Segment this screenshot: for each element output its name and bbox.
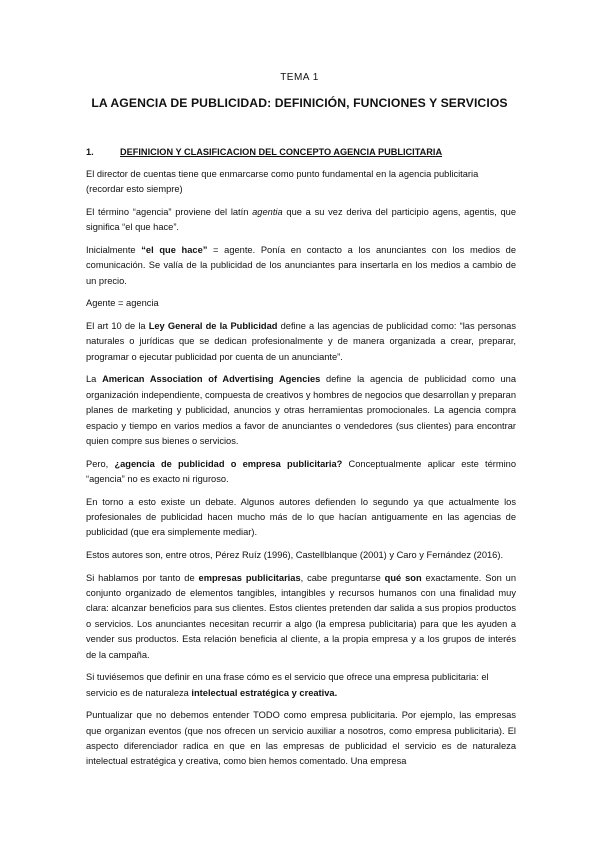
bold-term: qué son — [384, 572, 422, 583]
bold-term: “el que hace” — [141, 245, 208, 255]
paragraph-5: El art 10 de la Ley General de la Publicidad define a las agencias de publicidad como: “las personas naturales o jurídicas que se dedican profesionalmente y de manera organizada a crear, preparar, programar o ejecutar publicidad por cuenta de un anunciante”. — [86, 321, 516, 362]
paragraph-8: En torno a esto existe un debate. Algunos autores defienden lo segundo ya que actualmente los profesionales de publicidad hacen mucho más de lo que hacían antiguamente en las agencias de publicidad (que era simplemente mediar). — [86, 496, 516, 538]
paragraph-1: El director de cuentas tiene que enmarcarse como punto fundamental en la agencia publicitaria (recordar esto siempre) — [86, 169, 479, 195]
question-term: ¿agencia de publicidad o empresa publicitaria? — [114, 458, 343, 469]
paragraph-4: Agente = agencia — [86, 298, 159, 309]
bold-term: intelectual estratégica y creativa. — [191, 687, 338, 698]
latin-term: agentia — [252, 207, 283, 217]
section-title: DEFINICION Y CLASIFICACION DEL CONCEPTO AGENCIA PUBLICITARIA — [120, 147, 443, 157]
paragraph-9: Estos autores son, entre otros, Pérez Ruíz (1996), Castellblanque (2001) y Caro y Fernández (2016). — [86, 550, 504, 561]
page-title: LA AGENCIA DE PUBLICIDAD: DEFINICIÓN, FUNCIONES Y SERVICIOS — [91, 96, 508, 110]
paragraph-11: Si tuviésemos que definir en una frase cómo es el servicio que ofrece una empresa publicitaria: el servicio es de naturaleza intelectual estratégica y creativa. — [86, 672, 489, 698]
paragraph-2: El término “agencia” proviene del latín agentia que a su vez deriva del participio agens, agentis, que significa “el que hace”. — [86, 207, 516, 233]
section-heading — [86, 147, 442, 157]
law-name: Ley General de la Publicidad — [148, 321, 278, 331]
document-body — [86, 167, 516, 777]
paragraph-10: Si hablamos por tanto de empresas publicitarias, cabe preguntarse qué son exactamente. Son un conjunto organizado de elementos tangibles, intangibles y recursos humanos con una finalidad muy clara: alcanzar beneficios para sus clientes. Estos clientes pretenden dar salida a sus propios productos o servicios. Los anunciantes necesitan recurrir a algo (la empresa publicitaria) para que les ayuden a vender sus productos. Esta relación beneficia al cliente, a la propia empresa y a los grupos de interés de la campaña. — [86, 572, 517, 660]
section-number: 1. — [86, 147, 94, 157]
paragraph-7: Pero, ¿agencia de publicidad o empresa publicitaria? Conceptualmente aplicar este término “agencia” no es exacto ni riguroso. — [86, 458, 516, 485]
paragraph-12: Puntualizar que no debemos entender TODO como empresa publicitaria. Por ejemplo, las empresas que organizan eventos (que nos ofrecen un servicio auxiliar a nosotros, como empresa publicitaria). El aspecto diferenciador radica en que en las empresas de publicidad el servicio es de naturaleza intelectual estratégica y creativa, como bien hemos comentado. Una empresa — [86, 710, 516, 767]
paragraph-3: Inicialmente “el que hace” = agente. Ponía en contacto a los anunciantes con los medios de comunicación. Se valía de la publicidad de los anunciantes para insertarla en los medios a cambio de un precio. — [86, 245, 516, 286]
paragraph-6: La American Association of Advertising Agencies define la agencia de publicidad como una organización independiente, compuesta de creativos y hombres de negocios que desarrollan y preparan planes de marketing y publicidad, anuncios y otras herramientas promocionales. La agencia compra espacio y tiempo en varios medios a favor de anunciantes o vendedores (sus clientes) para encontrar quien compre sus bienes o servicios. — [86, 374, 516, 447]
association-name: American Association of Advertising Agencies — [102, 374, 321, 385]
topic-label: TEMA 1 — [280, 72, 319, 83]
bold-term: empresas publicitarias — [198, 572, 301, 583]
